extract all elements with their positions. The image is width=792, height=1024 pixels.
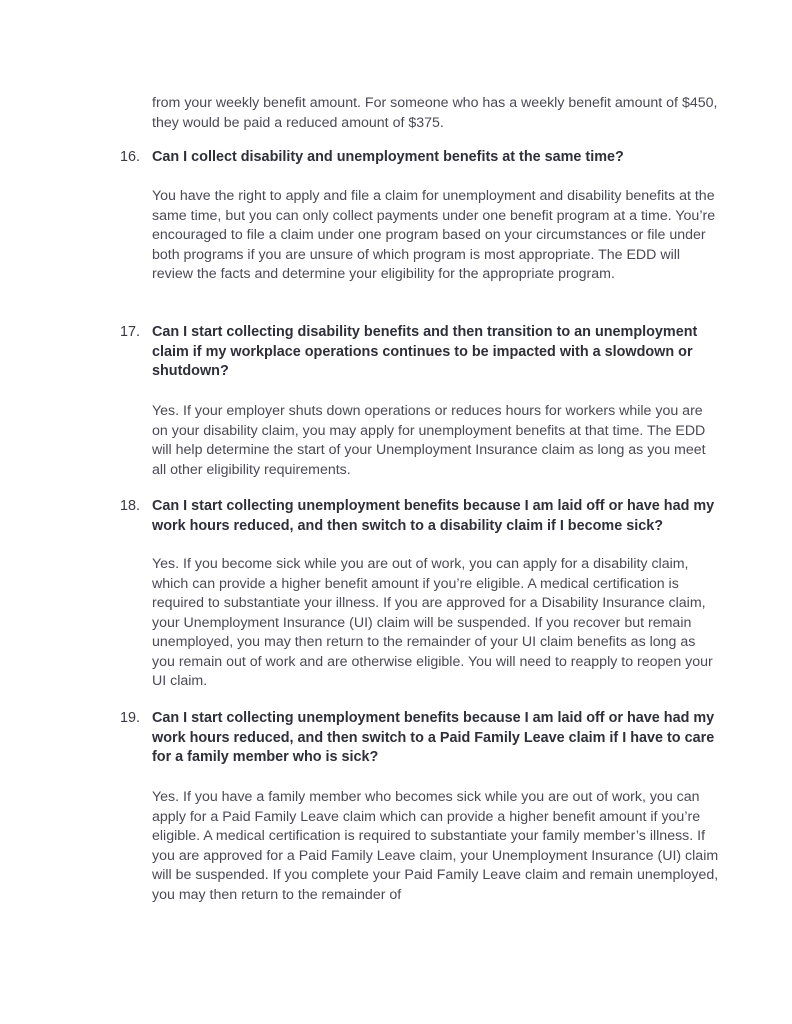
faq-question-text-19: Can I start collecting unemployment benefits because I am laid off or have had my work hours reduced, and then switch to a Paid Family Leave claim if I have to care for a family member who is sick?: [152, 710, 715, 765]
intro-paragraph: from your weekly benefit amount. For someone who has a weekly benefit amount of $450, they would be paid a reduced amount of $375.: [152, 95, 718, 131]
faq-question-17: [120, 323, 720, 382]
faq-number-19: 19.: [120, 710, 141, 726]
faq-question-16: [120, 148, 720, 168]
faq-question-text-17: Can I start collecting disability benefits and then transition to an unemployment claim if my workplace operations continues to be impacted with a slowdown or shutdown?: [152, 324, 698, 379]
faq-question-text-16: Can I collect disability and unemployment benefits at the same time?: [152, 149, 624, 165]
faq-question-19: [120, 709, 720, 768]
faq-number-16: 16.: [120, 149, 141, 165]
faq-question-18: [120, 497, 720, 536]
faq-answer-18: Yes. If you become sick while you are out of work, you can apply for a disability claim, which can provide a higher benefit amount if you’re eligible. A medical certification is required to substantiate your illness. If you are approved for a Disability Insurance claim, your Unemployment Insurance (UI) claim will be suspended. If you recover but remain unemployed, you may then return to the remainder of your UI claim benefits as long as you remain out of work and are otherwise eligible. You will need to reapply to reopen your UI claim.: [152, 556, 713, 689]
faq-question-text-18: Can I start collecting unemployment benefits because I am laid off or have had my work hours reduced, and then switch to a disability claim if I become sick?: [152, 498, 715, 534]
faq-answer-16: You have the right to apply and file a claim for unemployment and disability benefits at the same time, but you can only collect payments under one benefit program at a time. You’re encouraged to file a claim under one program based on your circumstances or file under both programs if you are unsure of which program is most appropriate. The EDD will review the facts and determine your eligibility for the appropriate program.: [152, 188, 716, 282]
faq-answer-19: Yes. If you have a family member who becomes sick while you are out of work, you can apply for a Paid Family Leave claim which can provide a higher benefit amount if you’re eligible. A medical certification is required to substantiate your family member’s illness. If you are approved for a Paid Family Leave claim, your Unemployment Insurance (UI) claim will be suspended. If you complete your Paid Family Leave claim and remain unemployed, you may then return to the remainder of: [152, 789, 719, 903]
faq-answer-17: Yes. If your employer shuts down operations or reduces hours for workers while you are on your disability claim, you may apply for unemployment benefits at that time. The EDD will help determine the start of your Unemployment Insurance claim as long as you meet all other eligibility requirements.: [152, 403, 706, 478]
faq-number-17: 17.: [120, 324, 141, 340]
faq-number-18: 18.: [120, 498, 141, 514]
